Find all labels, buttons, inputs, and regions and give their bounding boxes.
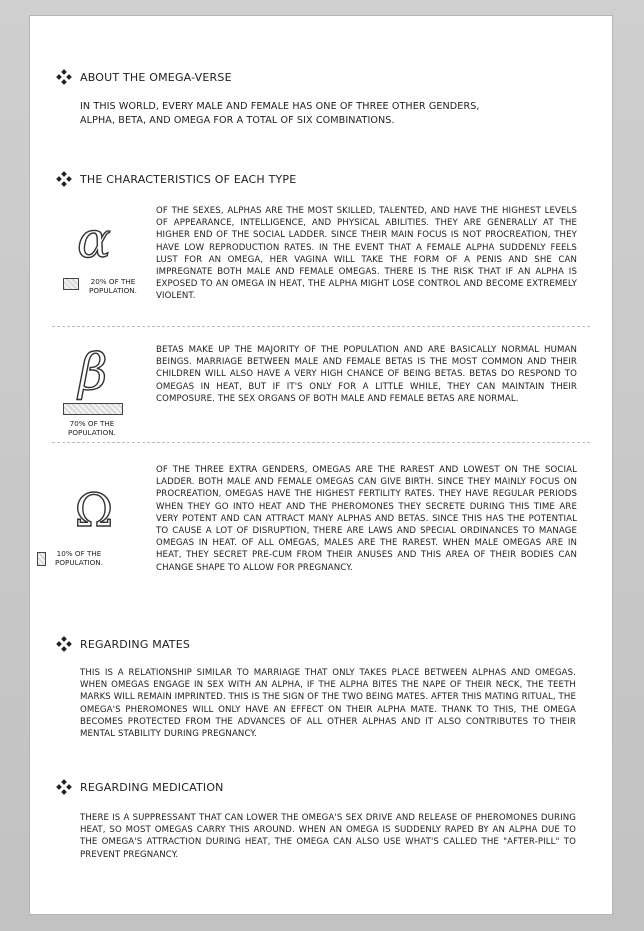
section-divider <box>52 442 590 443</box>
document-page <box>30 16 612 914</box>
heading-mates <box>56 637 190 651</box>
alpha-description: OF THE SEXES, ALPHAS ARE THE MOST SKILLED, TALENTED, AND HAVE THE HIGHEST LEVELS OF APPEARANCE, INTELLIGENCE, AND PHYSICAL ABILITIES. THEY ARE GENERALLY AT THE HIGHER END OF THE SOCIAL LADDER. SINCE THEIR MAIN FOCUS IS NOT PROCREATION, THEY HAVE LOW REPRODUCTION RATES. IN THE EVENT THAT A FEMALE ALPHA SUDDENLY FEELS LUST FOR AN OMEGA, HER VAGINA WILL TAKE THE FORM OF A PENIS AND SHE CAN IMPREGNATE BOTH MALE AND FEMALE OMEGAS. THERE IS THE RISK THAT IF AN ALPHA IS EXPOSED TO AN OMEGA IN HEAT, THE ALPHA MIGHT LOSE CONTROL AND BECOME EXTREMELY VIOLENT. <box>156 206 577 302</box>
diamond-bullet-icon <box>56 780 72 794</box>
omega-population-bar <box>37 552 46 566</box>
heading-characteristics-label: THE CHARACTERISTICS OF EACH TYPE <box>80 172 297 186</box>
heading-medication <box>56 780 224 794</box>
beta-population-label: 70% OF THE POPULATION. <box>68 419 116 438</box>
heading-about <box>56 70 232 84</box>
alpha-population-bar <box>63 278 79 290</box>
heading-medication-label: REGARDING MEDICATION <box>80 780 224 794</box>
diamond-bullet-icon <box>56 70 72 84</box>
diamond-bullet-icon <box>56 637 72 651</box>
beta-description: BETAS MAKE UP THE MAJORITY OF THE POPULATION AND ARE BASICALLY NORMAL HUMAN BEINGS. MARRIAGE BETWEEN MALE AND FEMALE BETAS IS THE MOST COMMON AND THEIR CHILDREN WILL ALSO HAVE A VERY HIGH CHANCE OF BEING BETAS. BETAS DO RESPOND TO OMEGAS IN HEAT, BUT IF IT'S ONLY FOR A LITTLE WHILE, THEY CAN MAINTAIN THEIR COMPOSURE. THE SEX ORGANS OF BOTH MALE AND FEMALE BETAS ARE NORMAL. <box>156 345 577 404</box>
beta-symbol-icon: β <box>78 343 108 401</box>
medication-paragraph: THERE IS A SUPPRESSANT THAT CAN LOWER THE OMEGA'S SEX DRIVE AND RELEASE OF PHEROMONES DURING HEAT, SO MOST OMEGAS CARRY THIS AROUND. WHEN AN OMEGA IS SUDDENLY RAPED BY AN ALPHA DUE TO THE OMEGA'S ATTRACTION DURING HEAT, THE OMEGA CAN ALSO USE WHAT'S CALLED THE "AFTER-PILL" TO PREVENT PREGNANCY. <box>80 813 576 860</box>
alpha-symbol-icon: α <box>77 211 111 269</box>
omega-description: OF THE THREE EXTRA GENDERS, OMEGAS ARE THE RAREST AND LOWEST ON THE SOCIAL LADDER. BOTH MALE AND FEMALE OMEGAS CAN GIVE BIRTH. SINCE THEY MAINLY FOCUS ON PROCREATION, OMEGAS HAVE THE HIGHEST FERTILITY RATES. THEY HAVE REGULAR PERIODS WHEN THEY GO INTO HEAT AND THE PHEROMONES THEY SECRETE DURING THIS TIME ARE VERY POTENT AND CAN ATTRACT MANY ALPHAS AND BETAS. SINCE THIS HAS THE POTENTIAL TO CAUSE A LOT OF DISRUPTION, THERE ARE LAWS AND SPECIAL ORDINANCES TO MANAGE OMEGAS IN HEAT. OF ALL OMEGAS, MALES ARE THE RAREST. WHEN MALE OMEGAS ARE IN HEAT, THEY SECRET PRE-CUM FROM THEIR ANUSES AND THIS AREA OF THEIR BODIES CAN CHANGE SHAPE TO ALLOW FOR PREGNANCY. <box>156 465 577 573</box>
alpha-population-label: 20% OF THE POPULATION. <box>89 277 137 296</box>
heading-mates-label: REGARDING MATES <box>80 637 191 651</box>
about-paragraph: IN THIS WORLD, EVERY MALE AND FEMALE HAS ONE OF THREE OTHER GENDERS, ALPHA, BETA, AND OMEGA FOR A TOTAL OF SIX COMBINATIONS. <box>80 101 480 127</box>
omega-population-label: 10% OF THE POPULATION. <box>55 549 103 568</box>
beta-population-bar <box>63 403 123 415</box>
heading-characteristics <box>56 172 296 186</box>
heading-about-label: ABOUT THE OMEGA-VERSE <box>80 70 232 84</box>
diamond-bullet-icon <box>56 172 72 186</box>
section-divider <box>52 326 590 327</box>
omega-symbol-icon: Ω <box>74 483 114 537</box>
mates-paragraph: THIS IS A RELATIONSHIP SIMILAR TO MARRIAGE THAT ONLY TAKES PLACE BETWEEN ALPHAS AND OMEGAS. WHEN OMEGAS ENGAGE IN SEX WITH AN ALPHA, IF THE ALPHA BITES THE NAPE OF THEIR NECK, THE TEETH MARKS WILL REMAIN IMPRINTED. THIS IS THE SIGN OF THE TWO BEING MATES. AFTER THIS MATING RITUAL, THE OMEGA'S PHEROMONES WILL ONLY HAVE AN EFFECT ON THEIR ALPHA MATE. THANK TO THIS, THE OMEGA BECOMES PROTECTED FROM THE ADVANCES OF ALL OTHER ALPHAS AND IT ALSO CONTRIBUTES TO THEIR MENTAL STABILITY DURING PREGNANCY. <box>80 668 576 740</box>
